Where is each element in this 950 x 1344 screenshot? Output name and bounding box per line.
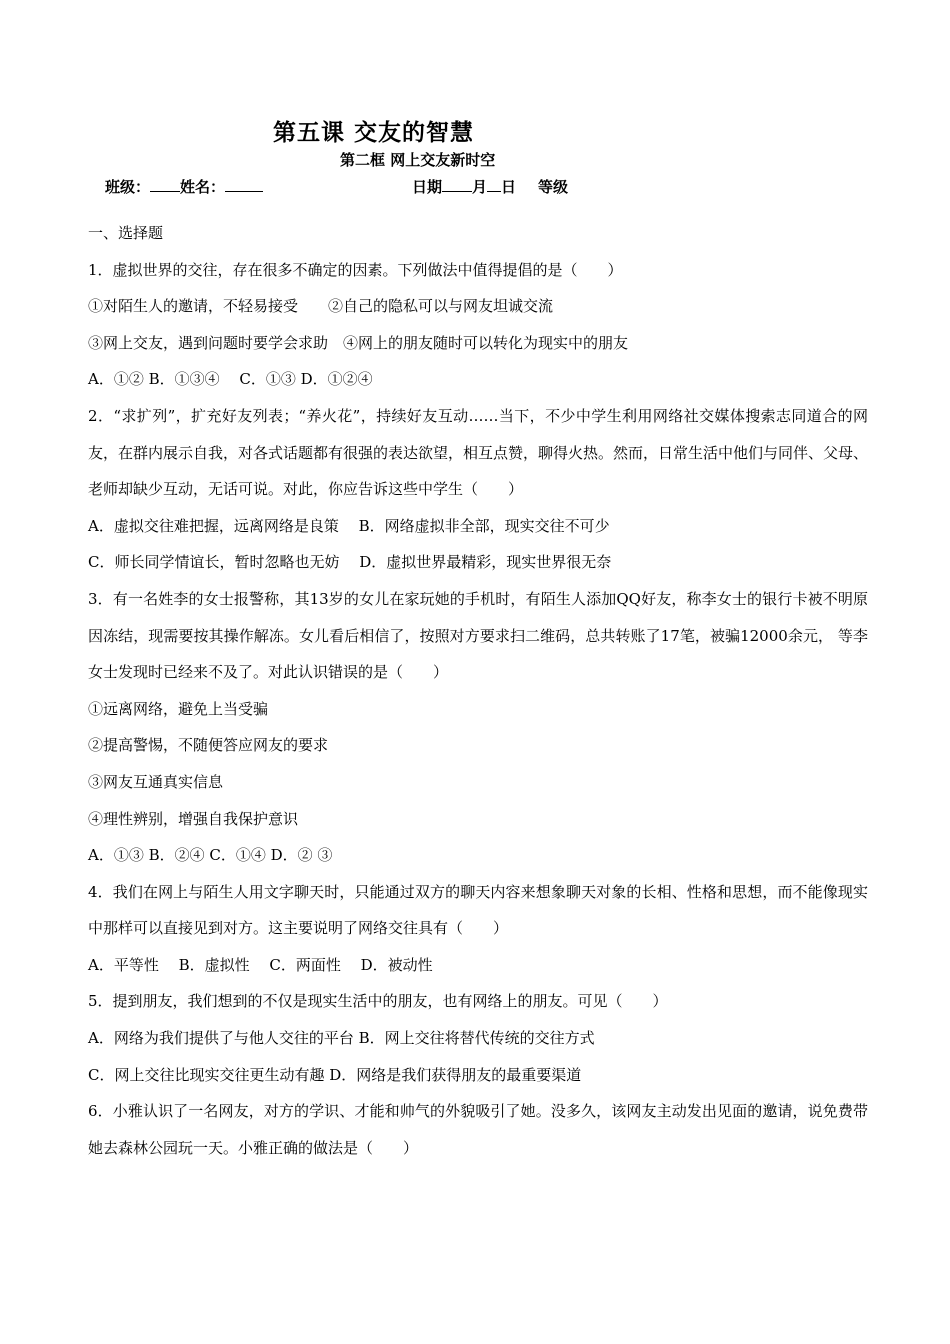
q3-statement-2: ②提高警惕，不随便答应网友的要求 <box>88 736 329 755</box>
class-blank <box>150 177 180 192</box>
q6-stem: 6．小雅认识了一名网友，对方的学识、才能和帅气的外貌吸引了她。没多久，该网友主动发出见面的邀请，说免费带她去森林公园玩一天。小雅正确的做法是（ ） <box>88 1102 868 1157</box>
q5-options-cd: C．网上交往比现实交往更生动有趣 D．网络是我们获得朋友的最重要渠道 <box>88 1065 582 1084</box>
q2-stem: 2．“求扩列”，扩充好友列表；“养火花”，持续好友互动……当下，不少中学生利用网络社交媒体搜索志同道合的网友，在群内展示自我，对各式话题都有很强的表达欲望，相互点赞，聊得火热。然而，日常生活中他们与同伴、父母、老师却缺少互动，无话可说。对此，你应告诉这些中学生（ ） <box>88 406 869 499</box>
q1-statements-2: ③网上交友，遇到问题时要学会求助 ④网上的朋友随时可以转化为现实中的朋友 <box>88 333 629 352</box>
q5-options-ab: A．网络为我们提供了与他人交往的平台 B．网上交往将替代传统的交往方式 <box>88 1029 595 1048</box>
date-info <box>412 176 568 197</box>
name-label: 姓名： <box>180 178 226 196</box>
q3-options: A．①③ B．②④ C．①④ D．② ③ <box>88 846 333 865</box>
day-blank <box>487 177 501 192</box>
q2-options-cd: C．师长同学情谊长，暂时忽略也无妨 D．虚拟世界最精彩，现实世界很无奈 <box>88 553 612 572</box>
month-blank <box>442 177 472 192</box>
grade-label: 等级 <box>538 178 569 196</box>
day-label: 日 <box>501 178 517 196</box>
q4-options: A．平等性 B．虚拟性 C．两面性 D．被动性 <box>88 955 433 974</box>
q5-stem: 5．提到朋友，我们想到的不仅是现实生活中的朋友，也有网络上的朋友。可见（ ） <box>88 992 668 1011</box>
name-blank <box>225 177 263 192</box>
month-label: 月 <box>472 178 488 196</box>
q4-stem: 4．我们在网上与陌生人用文字聊天时，只能通过双方的聊天内容来想象聊天对象的长相、性格和思想，而不能像现实中那样可以直接见到对方。这主要说明了网络交往具有（ ） <box>88 882 868 938</box>
date-label: 日期 <box>412 178 443 196</box>
question-section <box>88 215 868 1166</box>
page-subtitle: 第二框 网上交友新时空 <box>340 151 496 169</box>
q1-stem: 1．虚拟世界的交往，存在很多不确定的因素。下列做法中值得提倡的是（ ） <box>88 260 623 279</box>
q3-statement-4: ④理性辨别，增强自我保护意识 <box>88 809 299 828</box>
class-label: 班级： <box>105 178 151 196</box>
q2-options-ab: A．虚拟交往难把握，远离网络是良策 B．网络虚拟非全部，现实交往不可少 <box>88 516 610 535</box>
section-heading: 一、选择题 <box>88 224 164 242</box>
q1-options: A．①② B．①③④ C．①③ D．①②④ <box>88 370 373 389</box>
q3-statement-3: ③网友互通真实信息 <box>88 772 224 791</box>
q3-statement-1: ①远离网络，避免上当受骗 <box>88 699 269 718</box>
q1-statements-1: ①对陌生人的邀请，不轻易接受 ②自己的隐私可以与网友坦诚交流 <box>88 297 554 316</box>
page-title: 第五课 交友的智慧 <box>273 119 475 146</box>
q3-stem: 3．有一名姓李的女士报警称，其13岁的女儿在家玩她的手机时，有陌生人添加QQ好友，称李女士的银行卡被不明原因冻结，现需要按其操作解冻。女儿看后相信了，按照对方要求扫二维码，总共转账了17笔，被骗12000余元， 等李女士发现时已经来不及了。对此认识错误的是（ ） <box>88 589 868 682</box>
student-info <box>105 176 263 197</box>
